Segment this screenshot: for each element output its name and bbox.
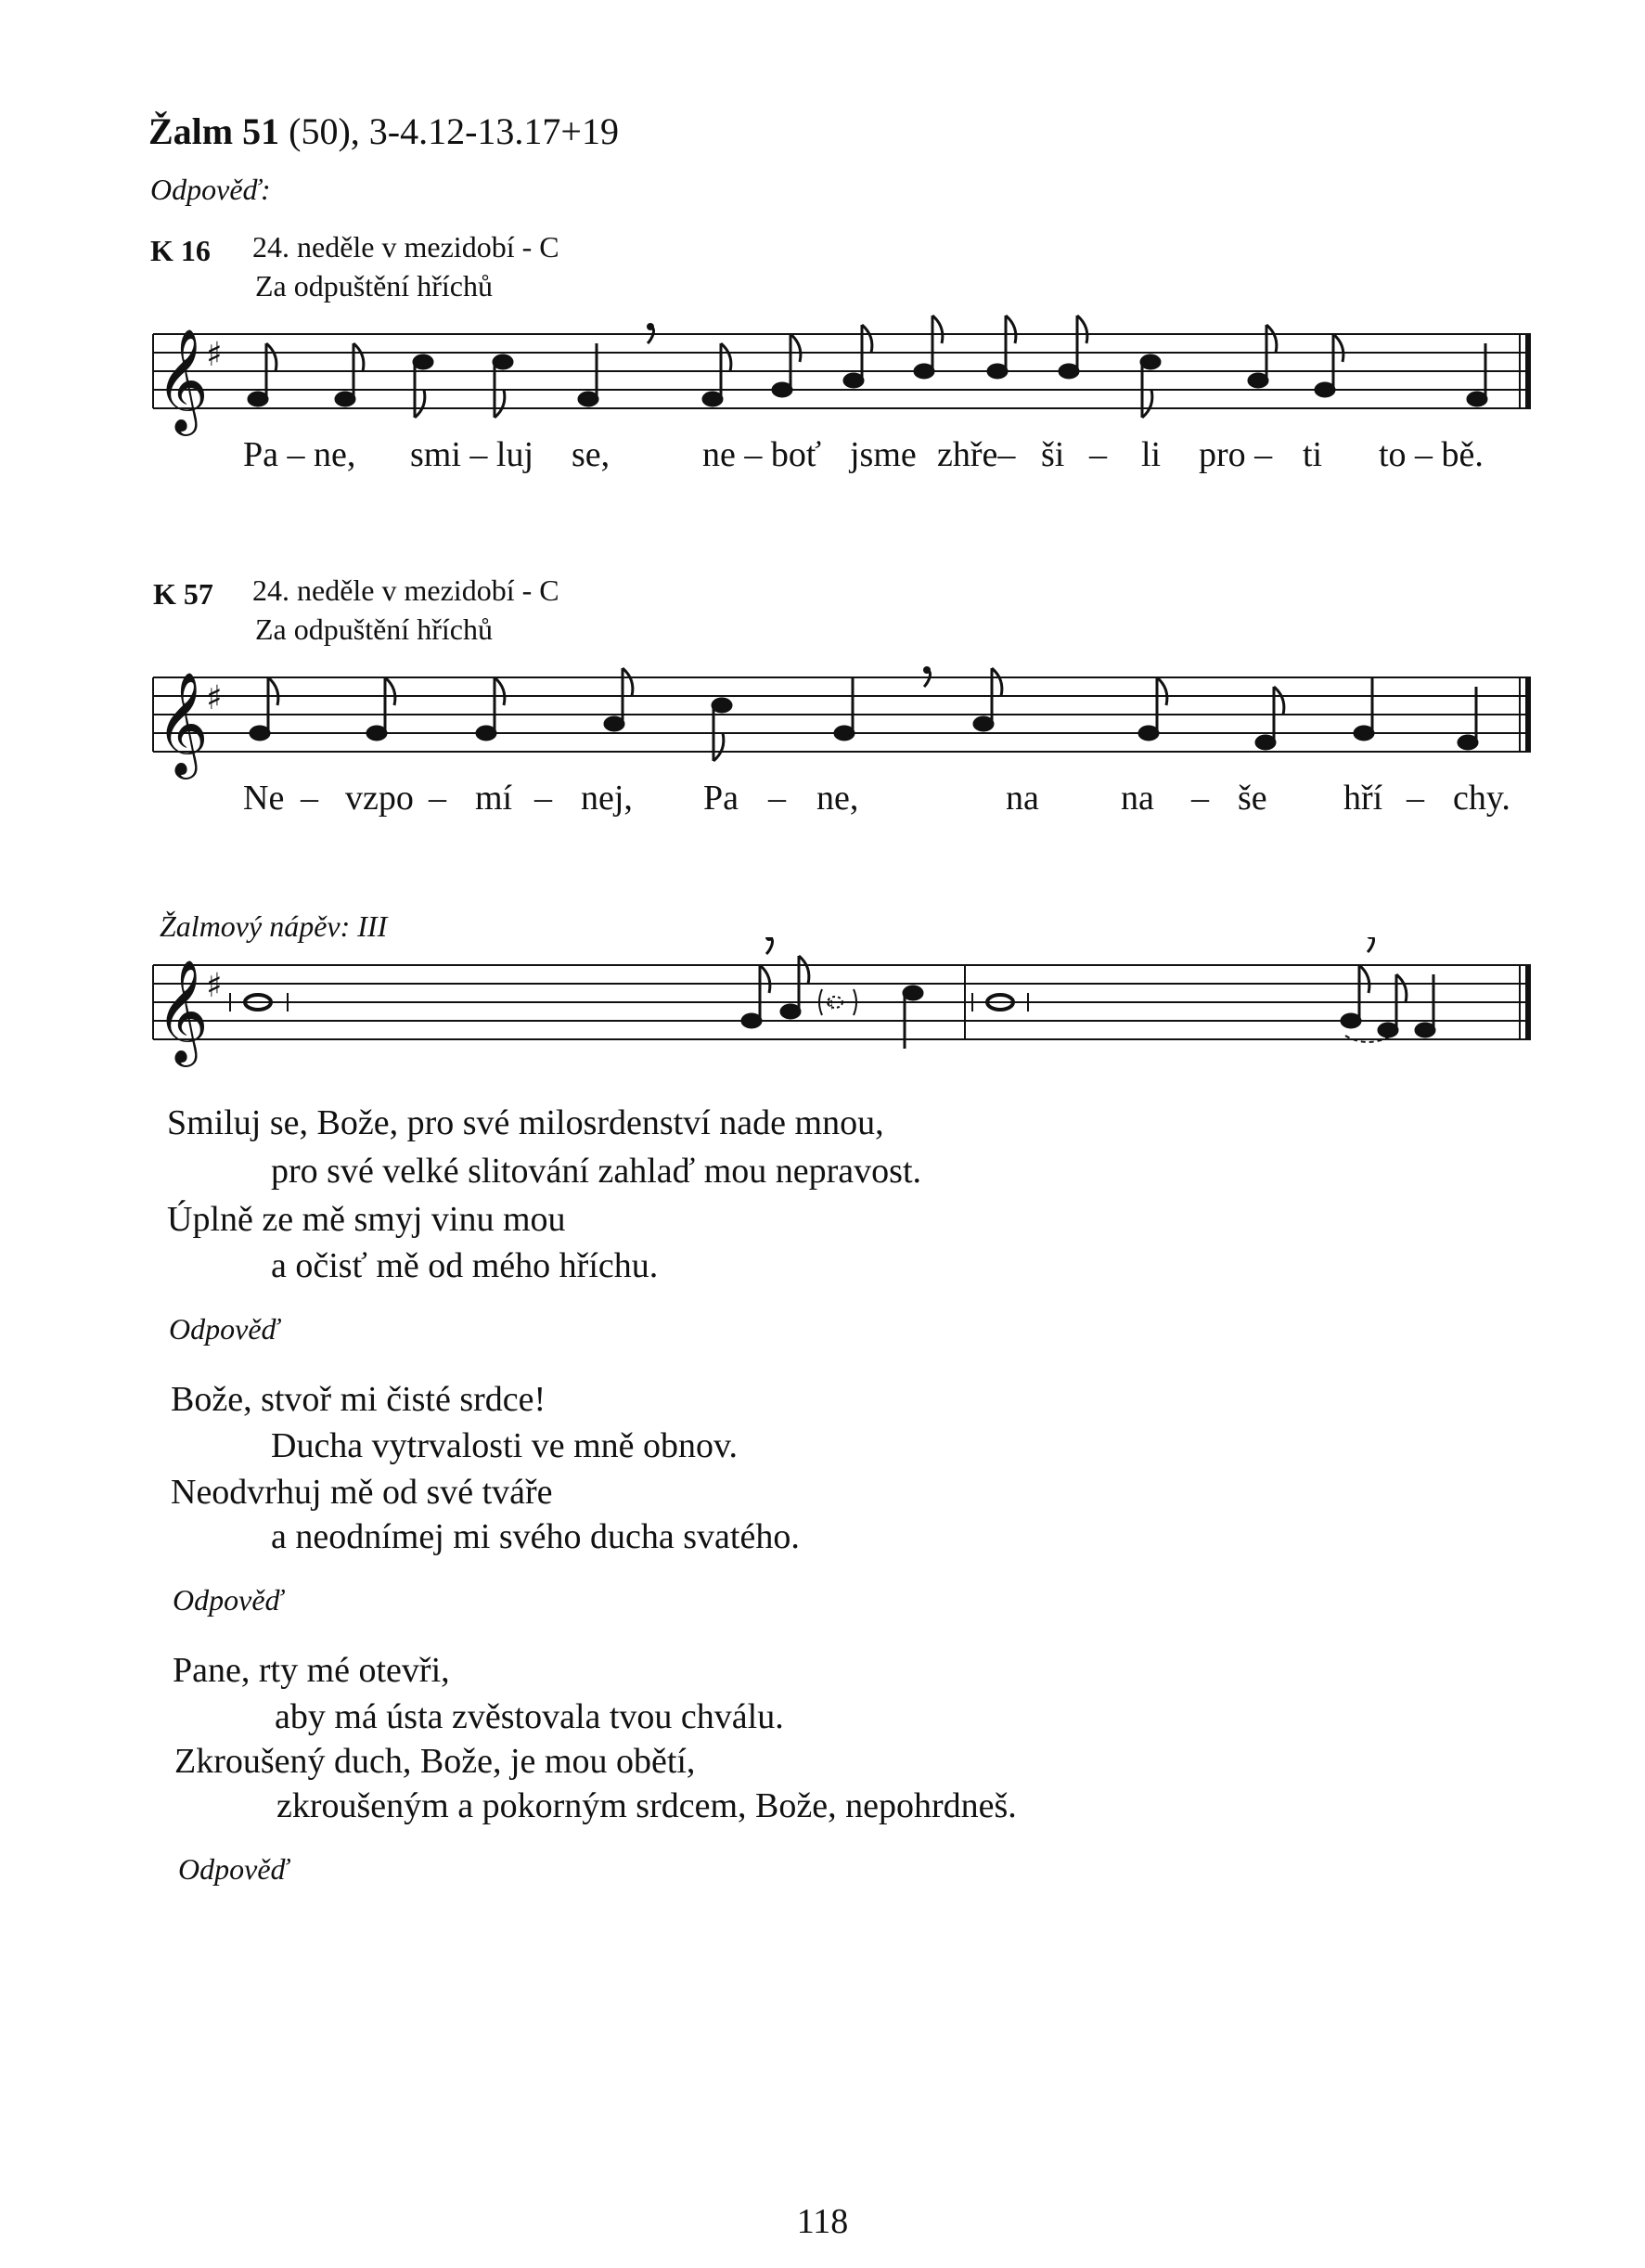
k57-code: K 57 [153, 577, 213, 611]
stanza-1-line-4: a očisť mě od mého hříchu. [271, 1246, 659, 1285]
stanza-2-line-2: Ducha vytrvalosti ve mně obnov. [271, 1426, 739, 1465]
lyric-syllable: Pa [703, 779, 739, 818]
stanza-2-line-1: Bože, stvoř mi čisté srdce! [171, 1380, 546, 1419]
psalm-label: Žalm 51 [148, 110, 280, 152]
page-number: 118 [796, 2202, 849, 2241]
svg-text:𝄞: 𝄞 [156, 959, 209, 1063]
psalm-title [148, 110, 619, 153]
stanza-3-refrain: Odpověď [178, 1852, 289, 1886]
lyric-syllable: chy. [1453, 779, 1510, 818]
lyric-syllable: to – bě. [1379, 435, 1484, 474]
stanza-2-line-3: Neodvrhuj mě od své tváře [171, 1473, 553, 1512]
lyric-syllable: – [301, 779, 318, 818]
stanza-3-line-4: zkroušeným a pokorným srdcem, Bože, nepohrdneš. [276, 1786, 1017, 1825]
stanza-1-line-2: pro své velké slitování zahlaď mou nepravost. [271, 1152, 921, 1191]
lyric-syllable: hří [1343, 779, 1383, 818]
stanza-1-line-3: Úplně ze mě smyj vinu mou [167, 1200, 566, 1239]
stanza-3-line-1: Pane, rty mé otevři, [173, 1651, 450, 1690]
svg-text:♯: ♯ [206, 336, 223, 374]
svg-text:𝄞: 𝄞 [156, 671, 209, 775]
lyric-syllable: jsme [850, 435, 917, 474]
lyric-syllable: – [1407, 779, 1424, 818]
k16-staff [148, 306, 1540, 445]
lyric-syllable: smi – luj [410, 435, 534, 474]
k57-lyrics [243, 778, 1542, 824]
lyric-syllable: nej, [581, 779, 633, 818]
k16-topic: Za odpuštění hříchů [255, 269, 493, 303]
lyric-syllable: – [429, 779, 446, 818]
lyric-syllable: – [768, 779, 786, 818]
svg-text:♮: ♮ [828, 995, 834, 1014]
svg-text:♯: ♯ [206, 967, 223, 1005]
k16-occasion: 24. neděle v mezidobí - C [252, 230, 559, 264]
response-label: Odpověď: [150, 173, 271, 206]
lyric-syllable: na [1121, 779, 1154, 818]
lyric-syllable: na [1006, 779, 1039, 818]
lyric-syllable: – [534, 779, 552, 818]
stanza-2-line-4: a neodnímej mi svého ducha svatého. [271, 1517, 800, 1556]
lyric-syllable: – [1191, 779, 1209, 818]
svg-text:♯: ♯ [206, 679, 223, 717]
psalm-tone-label: Žalmový nápěv: III [160, 909, 388, 943]
psalm-reference: (50), 3-4.12-13.17+19 [289, 110, 619, 152]
lyric-syllable: ti [1303, 435, 1323, 474]
stanza-1-refrain: Odpověď [169, 1312, 279, 1346]
k57-occasion: 24. neděle v mezidobí - C [252, 573, 559, 607]
k16-lyrics [243, 434, 1542, 481]
stanza-2-refrain: Odpověď [173, 1583, 283, 1617]
k57-topic: Za odpuštění hříchů [255, 612, 493, 646]
k57-staff [148, 650, 1540, 789]
k16-code: K 16 [150, 234, 211, 267]
lyric-syllable: vzpo [345, 779, 414, 818]
stanza-1-line-1: Smiluj se, Bože, pro své milosrdenství nade mnou, [167, 1103, 884, 1142]
lyric-syllable: še [1238, 779, 1267, 818]
lyric-syllable: se, [572, 435, 610, 474]
psalm-tone-staff [148, 937, 1540, 1076]
lyric-syllable: Ne [243, 779, 285, 818]
lyric-syllable: Pa – ne, [243, 435, 356, 474]
stanza-3-line-2: aby má ústa zvěstovala tvou chválu. [275, 1697, 784, 1736]
lyric-syllable: ši [1041, 435, 1065, 474]
lyric-syllable: zhře– [937, 435, 1016, 474]
lyric-syllable: – [1089, 435, 1107, 474]
svg-text:𝄞: 𝄞 [156, 328, 209, 432]
stanza-3-line-3: Zkroušený duch, Bože, je mou obětí, [174, 1742, 696, 1781]
lyric-syllable: mí [475, 779, 513, 818]
lyric-syllable: pro – [1199, 435, 1273, 474]
lyric-syllable: ne, [816, 779, 859, 818]
lyric-syllable: ne – boť [702, 435, 822, 474]
lyric-syllable: li [1141, 435, 1162, 474]
